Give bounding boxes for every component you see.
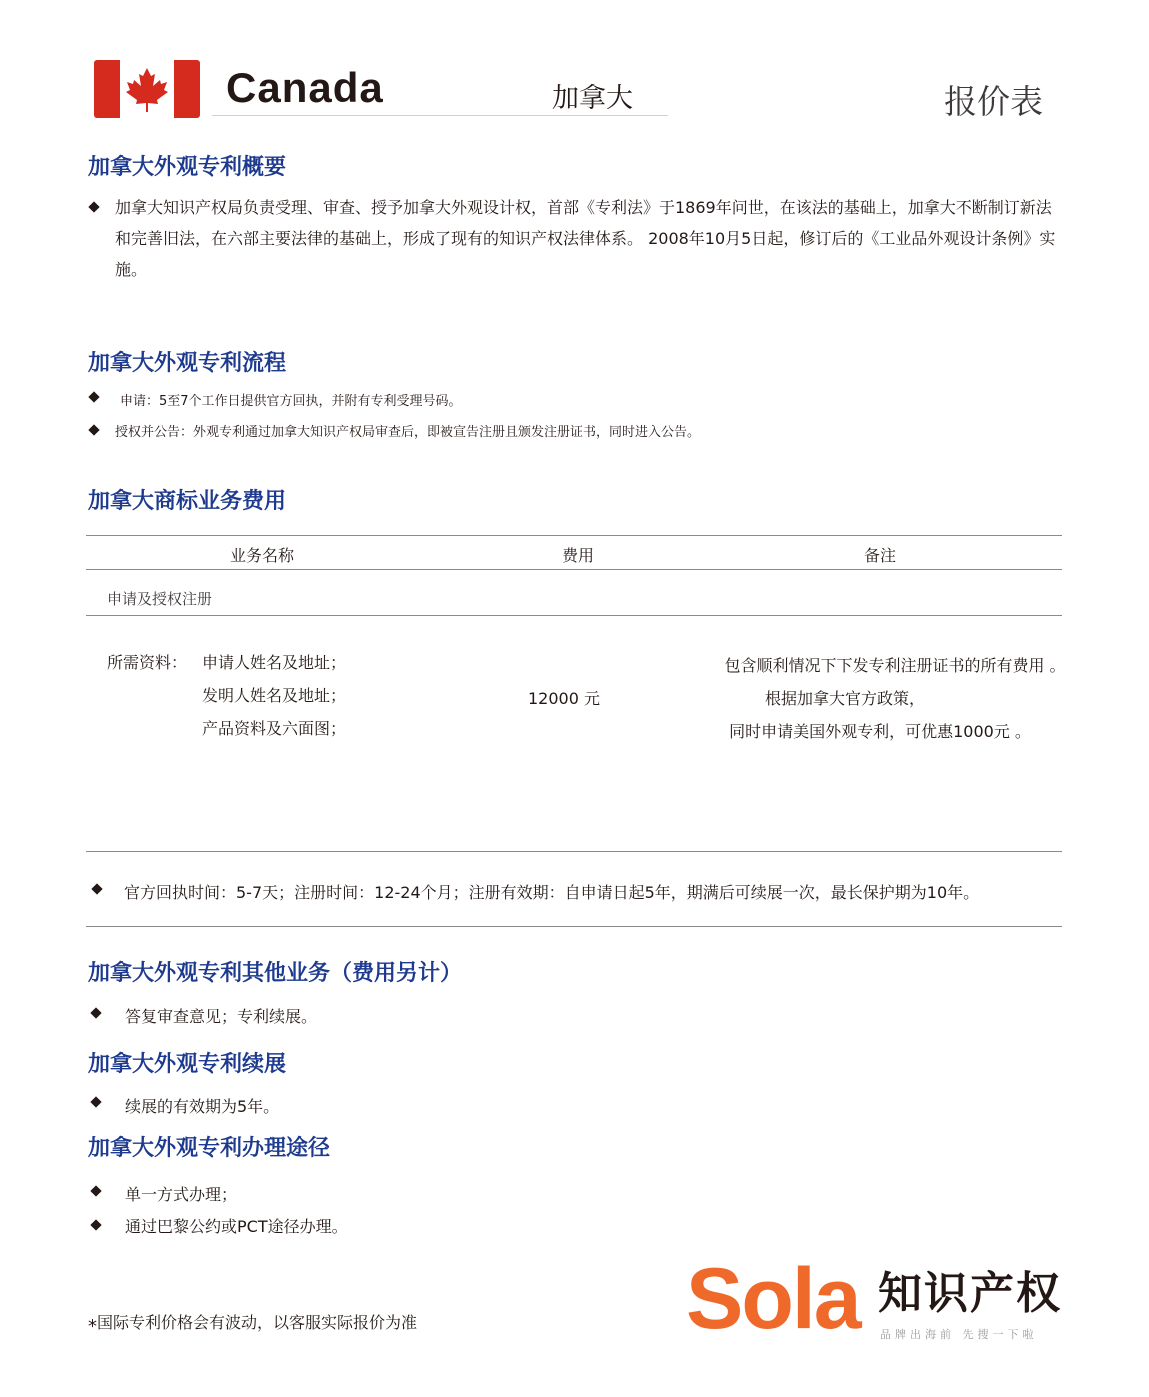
routes-item: 通过巴黎公约或PCT途径办理。 [125, 1217, 348, 1236]
fee-price: 12000 元 [528, 689, 600, 708]
bullet-diamond-icon [90, 1219, 101, 1230]
bullet-diamond-icon [91, 883, 102, 894]
fee-note: 根据加拿大官方政策， [764, 689, 925, 708]
price-disclaimer [88, 1310, 418, 1337]
table-bottom-rule [86, 851, 1062, 852]
overview-title: 加拿大外观专利概要 [88, 155, 287, 180]
routes-item: 单一方式办理； [125, 1185, 238, 1204]
other-item: 答复审查意见；专利续展。 [125, 1007, 318, 1026]
process-title: 加拿大外观专利流程 [88, 351, 287, 376]
bullet-diamond-icon [88, 391, 99, 402]
bullet-diamond-icon [90, 1007, 101, 1018]
renewal-item: 续展的有效期为5年。 [125, 1097, 280, 1116]
timeline-rule [86, 926, 1062, 927]
required-item: 发明人姓名及地址； [202, 686, 347, 705]
table-section-row: 申请及授权注册 [107, 590, 213, 608]
fee-note: 包含顺利情况下下发专利注册证书的所有费用 。 [724, 656, 1066, 675]
table-header-fee: 费用 [562, 546, 595, 565]
table-section-rule [86, 615, 1062, 616]
table-header-notes: 备注 [864, 546, 897, 565]
bullet-diamond-icon [88, 424, 99, 435]
disclaimer-text: 国际专利价格会有波动，以客服实际报价为准 [97, 1313, 418, 1332]
fee-note: 同时申请美国外观专利，可优惠1000元 。 [729, 722, 1031, 741]
country-name-en: Canada [226, 64, 384, 111]
asterisk: * [88, 1316, 97, 1337]
bullet-diamond-icon [90, 1185, 101, 1196]
renewal-title: 加拿大外观专利续展 [88, 1052, 287, 1077]
timeline-text: 官方回执时间：5-7天；注册时间：12-24个月；注册有效期：自申请日起5年，期满后可续展一次，最长保护期为10年。 [124, 883, 980, 902]
required-label: 所需资料： [107, 653, 188, 672]
routes-title: 加拿大外观专利办理途径 [88, 1136, 331, 1161]
country-name-cn: 加拿大 [552, 83, 633, 114]
overview-text: 加拿大知识产权局负责受理、审查、授予加拿大外观设计权，首部《专利法》于1869年问世，在该法的基础上，加拿大不断制订新法和完善旧法，在六部主要法律的基础上，形成了现有的知识产权法律体系。 2008年10月5日起，修订后的《工业品外观设计条例》实施。 [115, 198, 1056, 279]
other-title: 加拿大外观专利其他业务（费用另计） [88, 961, 463, 986]
brand-slogan: 品牌出海前 先搜一下啦 [880, 1328, 1038, 1341]
table-top-rule [86, 535, 1062, 536]
canada-flag-icon [94, 60, 200, 118]
brand-logo-sola: Sola [686, 1251, 860, 1347]
bullet-diamond-icon [88, 201, 99, 212]
header-divider [212, 115, 668, 116]
process-item: 申请：5至7个工作日提供官方回执，并附有专利受理号码。 [120, 394, 462, 409]
document-title: 报价表 [944, 82, 1043, 121]
process-item: 授权并公告：外观专利通过加拿大知识产权局审查后，即被宣告注册且颁发注册证书，同时进入公告。 [115, 425, 701, 440]
brand-logo-cn: 知识产权 [878, 1268, 1062, 1319]
required-item: 申请人姓名及地址； [202, 653, 347, 672]
fees-title: 加拿大商标业务费用 [88, 489, 287, 514]
required-item: 产品资料及六面图； [202, 719, 347, 738]
bullet-diamond-icon [90, 1096, 101, 1107]
table-header-name: 业务名称 [230, 546, 295, 565]
table-header-rule [86, 569, 1062, 570]
